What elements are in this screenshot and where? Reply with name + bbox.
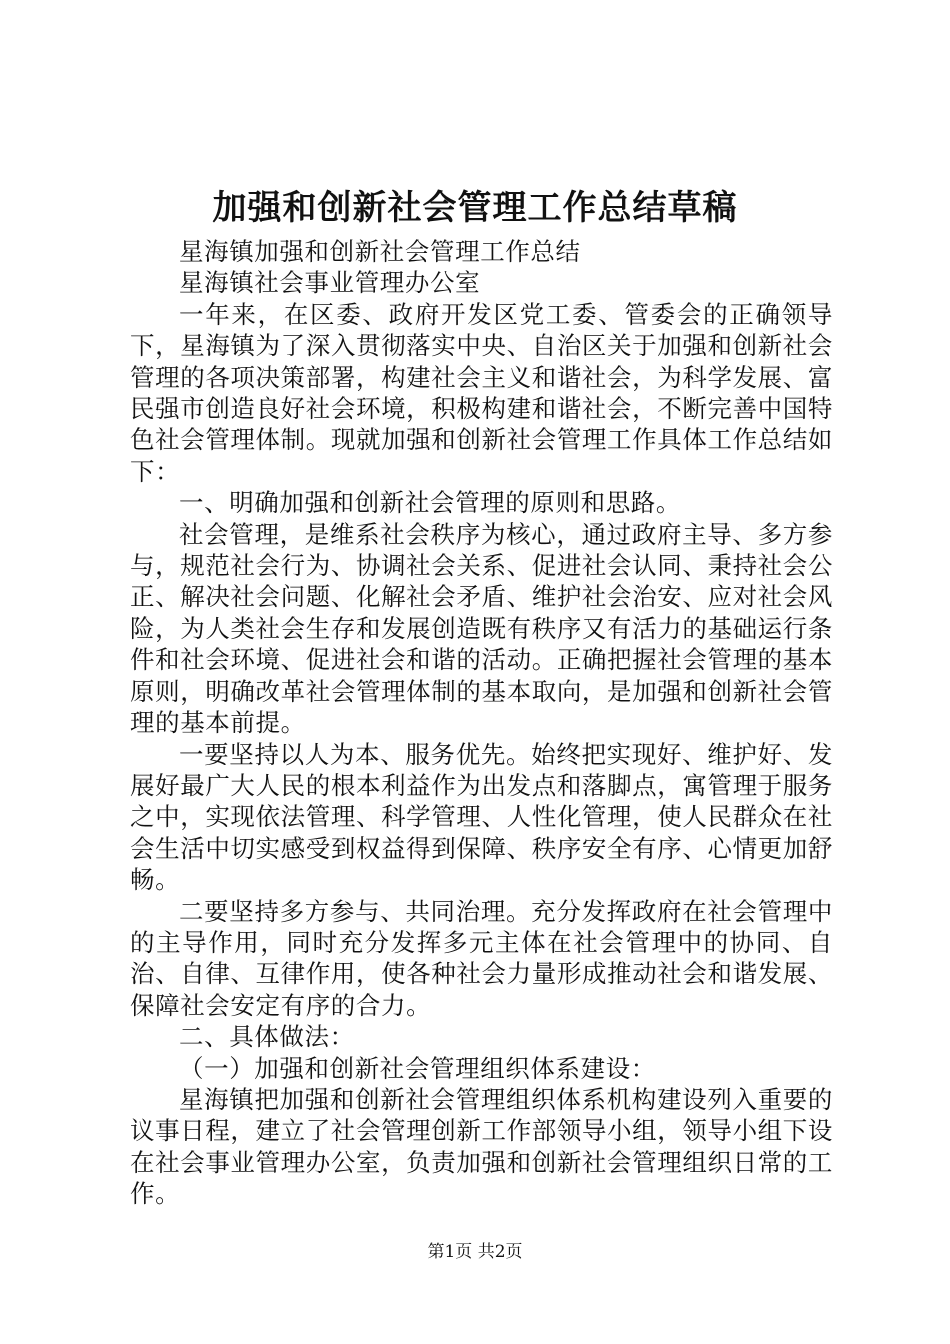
- page-number-footer: 第1页 共2页: [427, 1242, 523, 1262]
- paragraph-organization: 星海镇把加强和创新社会管理组织体系机构建设列入重要的议事日程，建立了社会管理创新工作部领导小组，领导小组下设在社会事业管理办公室，负责加强和创新社会管理组织日常的工作。: [130, 1084, 833, 1209]
- heading-section-2: 二、具体做法：: [179, 1022, 355, 1052]
- paragraph-author: 星海镇社会事业管理办公室: [179, 268, 481, 298]
- paragraph-intro: 一年来，在区委、政府开发区党工委、管委会的正确领导下，星海镇为了深入贯彻落实中央、自治区关于加强和创新社会管理的各项决策部署，构建社会主义和谐社会，为科学发展、富民强市创造良好社会环境，积极构建和谐社会，不断完善中国特色社会管理体制。现就加强和创新社会管理工作具体工作总结如下：: [130, 299, 833, 486]
- paragraph-principle-2: 二要坚持多方参与、共同治理。充分发挥政府在社会管理中的主导作用，同时充分发挥多元主体在社会管理中的协同、自治、自律、互律作用，使各种社会力量形成推动社会和谐发展、保障社会安定有序的合力。: [130, 896, 833, 1020]
- heading-section-1: 一、明确加强和创新社会管理的原则和思路。: [179, 488, 681, 518]
- paragraph-definition: 社会管理，是维系社会秩序为核心，通过政府主导、多方参与，规范社会行为、协调社会关系、促进社会认同、秉持社会公正、解决社会问题、化解社会矛盾、维护社会治安、应对社会风险，为人类社会生存和发展创造既有秩序又有活力的基础运行条件和社会环境、促进社会和谐的活动。正确把握社会管理的基本原则，明确改革社会管理体制的基本取向，是加强和创新社会管理的基本前提。: [130, 519, 833, 738]
- document-title: 加强和创新社会管理工作总结草稿: [212, 188, 738, 228]
- document-body: [130, 236, 833, 1210]
- heading-subsection-1: （一）加强和创新社会管理组织体系建设：: [179, 1053, 656, 1083]
- paragraph-principle-1: 一要坚持以人为本、服务优先。始终把实现好、维护好、发展好最广大人民的根本利益作为出发点和落脚点，寓管理于服务之中，实现依法管理、科学管理、人性化管理，使人民群众在社会生活中切实感受到权益得到保障、秩序安全有序、心情更加舒畅。: [130, 739, 833, 895]
- paragraph-subtitle: 星海镇加强和创新社会管理工作总结: [179, 237, 581, 266]
